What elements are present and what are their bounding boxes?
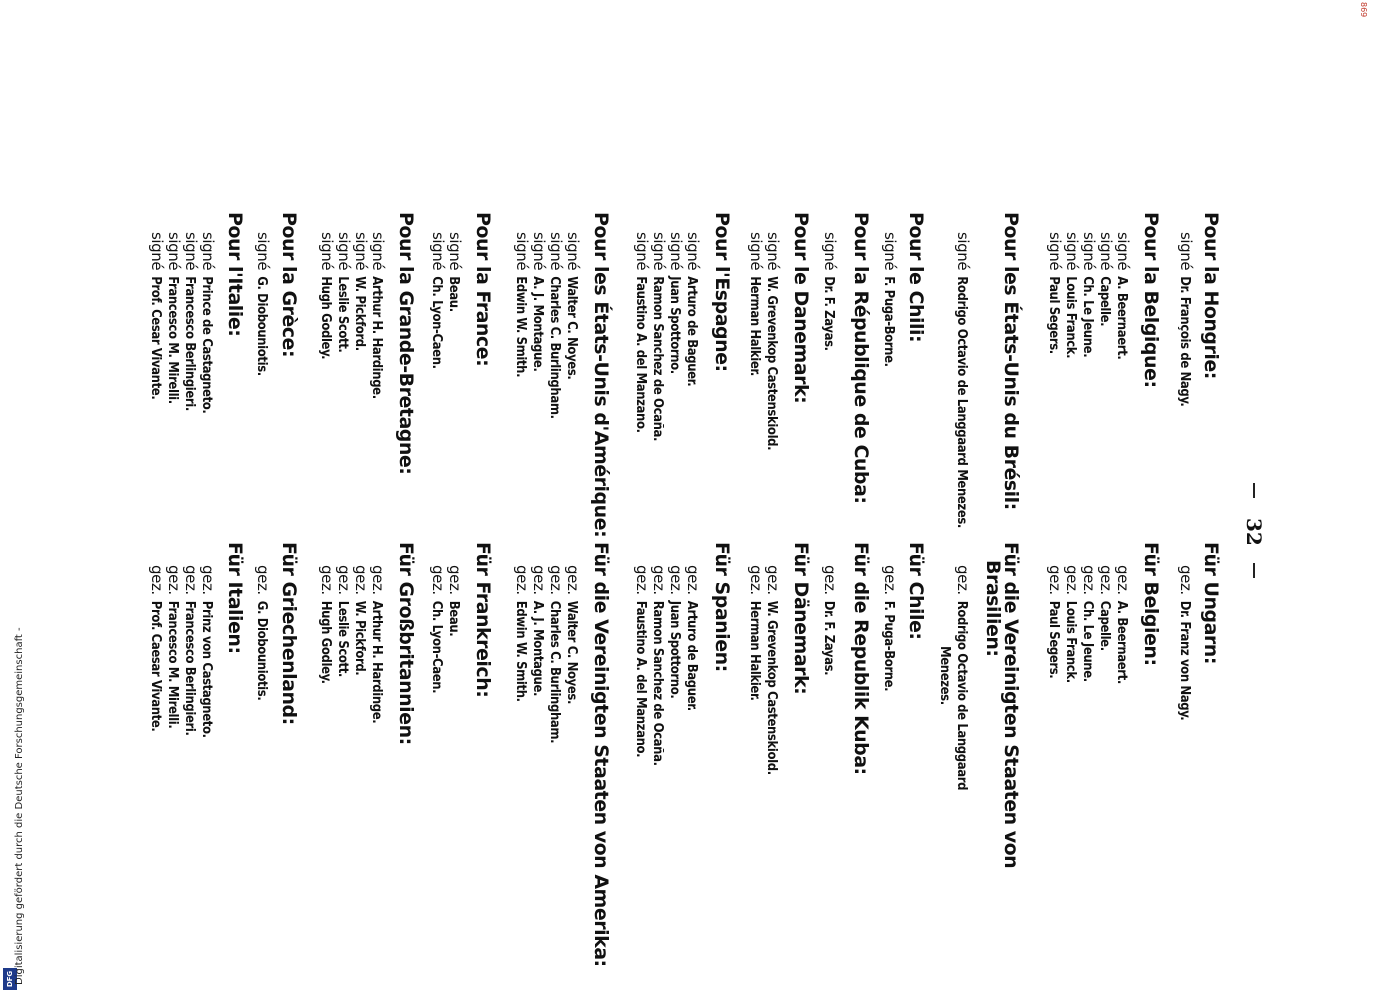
signatory-name: Francesco Berlingieri. <box>182 600 197 736</box>
german-signature <box>166 565 181 728</box>
signature-label: gez. <box>148 565 166 595</box>
signature-label: gez. <box>352 565 370 595</box>
french-signature <box>447 232 462 312</box>
signature-label: signé <box>369 232 387 271</box>
german-heading: Für Großbritannien: <box>395 542 417 745</box>
german-heading: Für Italien: <box>224 542 246 654</box>
german-signature <box>822 565 837 675</box>
signatory-name: Charles C. Burlingham. <box>547 276 562 419</box>
german-signature <box>149 565 164 731</box>
french-heading: Pour les États-Unis du Brésil: <box>1000 212 1022 510</box>
signature-label: signé <box>148 232 166 271</box>
french-signature <box>200 232 215 413</box>
signatory-name: Herman Halkier. <box>747 276 762 376</box>
german-heading: Für Griechenland: <box>278 542 300 725</box>
signature-label: signé <box>318 232 336 271</box>
french-signature <box>183 232 198 411</box>
signatory-name: Dr. Franz von Nagy. <box>1177 600 1192 721</box>
french-signature <box>685 232 700 386</box>
german-heading-continued: Brasilien: <box>982 560 1004 657</box>
french-heading: Pour la République de Cuba: <box>850 212 872 504</box>
german-signature <box>634 565 649 757</box>
french-signature <box>430 232 445 369</box>
signatory-name: Edwin W. Smith. <box>513 276 528 378</box>
french-heading: Pour les États-Unis d'Amérique: <box>590 212 612 538</box>
signatory-name: Walter C. Noyes. <box>564 600 579 704</box>
signatory-name: W. Grevenkop Castenskiold. <box>764 600 779 775</box>
german-heading: Für Belgien: <box>1140 542 1162 666</box>
signatory-name: Prof. Cesar Vivante. <box>148 276 163 400</box>
signatory-name: Dr. F. Zayas. <box>821 276 836 351</box>
signature-label: signé <box>764 232 782 271</box>
signatory-name: Hugh Godley. <box>318 600 333 684</box>
french-heading: Pour le Danemark: <box>790 212 812 404</box>
signatory-name: Beau. <box>446 276 461 312</box>
french-signature <box>765 232 780 450</box>
signatory-name: A. Beernaert. <box>1114 600 1129 684</box>
german-heading: Für die Vereinigten Staaten von <box>1000 542 1022 869</box>
signature-label: gez. <box>650 565 668 595</box>
french-heading: Pour la France: <box>472 212 494 367</box>
signatory-name: Arthur H. Hardinge. <box>369 600 384 724</box>
german-signature <box>1115 565 1130 684</box>
page-number-dash-top <box>1253 483 1255 498</box>
french-signature <box>651 232 666 441</box>
signatory-name: W. Pickford. <box>352 600 367 676</box>
french-signature <box>1081 232 1096 357</box>
german-heading: Für die Vereinigten Staaten von Amerika: <box>590 542 612 967</box>
french-heading: Pour l'Italie: <box>224 212 246 337</box>
signature-label: gez. <box>954 565 972 595</box>
signatory-name: Ch. Lyon-Caen. <box>429 276 444 369</box>
page-number: 32 <box>1242 518 1266 546</box>
signature-label: gez. <box>564 565 582 595</box>
signatory-name: Francesco Berlingieri. <box>182 276 197 411</box>
german-signature <box>882 565 897 691</box>
signatory-name: Prinz von Castagneto. <box>199 600 214 738</box>
signatory-name: Prince de Castagneto. <box>199 276 214 414</box>
signature-label: signé <box>199 232 217 271</box>
signature-label: signé <box>954 232 972 271</box>
signature-label: signé <box>335 232 353 271</box>
french-signature <box>255 232 270 376</box>
french-signature <box>370 232 385 399</box>
signatory-name: Hugh Godley. <box>318 276 333 360</box>
signature-label: signé <box>429 232 447 271</box>
signature-label: gez. <box>684 565 702 595</box>
german-signature <box>1178 565 1193 720</box>
signature-label: gez. <box>1097 565 1115 595</box>
signature-label: signé <box>1063 232 1081 271</box>
french-signature <box>514 232 529 377</box>
signature-label: signé <box>352 232 370 271</box>
signature-label: gez. <box>513 565 531 595</box>
german-signature <box>336 565 351 677</box>
german-signature <box>651 565 666 766</box>
german-signature <box>531 565 546 696</box>
french-signature <box>1178 232 1193 406</box>
signature-label: signé <box>667 232 685 271</box>
german-signature <box>430 565 445 693</box>
signature-label: gez. <box>199 565 217 595</box>
signatory-name: Menezes. <box>937 646 952 705</box>
signature-label: signé <box>633 232 651 271</box>
signatory-name: Louis Franck. <box>1063 600 1078 683</box>
french-signature <box>166 232 181 404</box>
german-signature <box>200 565 215 738</box>
signature-label: gez. <box>429 565 447 595</box>
french-signature <box>548 232 563 419</box>
german-signature <box>370 565 385 723</box>
signatory-name: Dr. François de Nagy. <box>1177 276 1192 407</box>
signature-label: signé <box>747 232 765 271</box>
digitization-note: Digitalisierung gefördert durch die Deutsche Forschungsgemeinschaft - <box>14 627 25 985</box>
signatory-name: Faustino A. del Manzano. <box>633 600 648 758</box>
signatory-name: G. Diobouniotis. <box>254 276 269 376</box>
signatory-name: Prof. Caesar Vivante. <box>148 600 163 732</box>
signatory-name: Capelle. <box>1097 276 1112 327</box>
signature-label: signé <box>513 232 531 271</box>
french-signature <box>1098 232 1113 326</box>
signatory-name: Francesco M. Mirelli. <box>165 600 180 729</box>
signature-label: gez. <box>747 565 765 595</box>
signatory-name: Ramon Sanchez de Ocaña. <box>650 600 665 766</box>
german-heading: Für Frankreich: <box>472 542 494 698</box>
german-signature <box>668 565 683 698</box>
signatory-name: Francesco M. Mirelli. <box>165 276 180 404</box>
signatory-name: Ch. Le Jeune. <box>1080 600 1095 682</box>
signatory-name: Paul Segers. <box>1046 276 1061 354</box>
signature-label: signé <box>1080 232 1098 271</box>
german-signature <box>955 565 970 790</box>
dfg-logo-text: DFG <box>6 970 14 988</box>
signature-label: gez. <box>254 565 272 595</box>
signature-label: signé <box>684 232 702 271</box>
signatory-name: Walter C. Noyes. <box>564 276 579 380</box>
french-signature <box>1047 232 1062 354</box>
signature-label: signé <box>165 232 183 271</box>
signatory-name: F. Puga-Borne. <box>881 276 896 367</box>
signatory-name: Ch. Lyon-Caen. <box>429 600 444 694</box>
signature-label: signé <box>254 232 272 271</box>
signature-label: gez. <box>1114 565 1132 595</box>
signature-label: gez. <box>530 565 548 595</box>
signature-label: signé <box>446 232 464 271</box>
german-signature <box>1098 565 1113 651</box>
french-signature <box>955 232 970 528</box>
signatory-name: Capelle. <box>1097 600 1112 651</box>
signature-label: signé <box>182 232 200 271</box>
signature-label: gez. <box>1063 565 1081 595</box>
signatory-name: Beau. <box>446 600 461 637</box>
german-heading: Für Spanien: <box>711 542 733 672</box>
signature-label: signé <box>547 232 565 271</box>
signatory-name: Juan Spottorno. <box>667 600 682 699</box>
french-signature <box>319 232 334 359</box>
signature-label: gez. <box>764 565 782 595</box>
german-heading: Für Chile: <box>905 542 927 640</box>
signatory-name: Paul Segers. <box>1046 600 1061 679</box>
signature-label: signé <box>650 232 668 271</box>
german-signature <box>1047 565 1062 678</box>
german-heading: Für Ungarn: <box>1200 542 1222 664</box>
signatory-name: W. Pickford. <box>352 276 367 351</box>
german-signature <box>748 565 763 701</box>
german-signature <box>255 565 270 700</box>
french-heading: Pour l'Espagne: <box>711 212 733 372</box>
signature-label: gez. <box>821 565 839 595</box>
signature-label: gez. <box>633 565 651 595</box>
french-signature <box>882 232 897 367</box>
german-signature <box>565 565 580 704</box>
signatory-name: Arturo de Baguer. <box>684 600 699 711</box>
german-heading: Für Dänemark: <box>790 542 812 695</box>
german-signature <box>1081 565 1096 682</box>
french-signature <box>822 232 837 351</box>
signatory-name: A. J. Montague. <box>530 276 545 372</box>
signatory-name: A. J. Montague. <box>530 600 545 697</box>
signature-label: signé <box>564 232 582 271</box>
french-signature <box>634 232 649 433</box>
signatory-name: Ramon Sanchez de Ocaña. <box>650 276 665 442</box>
signature-label: signé <box>530 232 548 271</box>
french-heading: Pour la Grande-Bretagne: <box>395 212 417 475</box>
signature-label: signé <box>821 232 839 271</box>
german-signature <box>1064 565 1079 683</box>
signatory-name: Rodrigo Octavio de Langgaard Menezes. <box>954 276 969 528</box>
signature-label: gez. <box>318 565 336 595</box>
signatory-name: W. Grevenkop Castenskiold. <box>764 276 779 451</box>
signatory-name: Rodrigo Octavio de Langgaard <box>954 600 969 791</box>
signature-label: gez. <box>1046 565 1064 595</box>
signatory-name: G. Diobouniotis. <box>254 600 269 701</box>
signatory-name: Charles C. Burlingham. <box>547 600 562 744</box>
signature-label: gez. <box>446 565 464 595</box>
german-signature <box>765 565 780 775</box>
signature-label: gez. <box>667 565 685 595</box>
signature-label: signé <box>881 232 899 271</box>
signature-label: signé <box>1046 232 1064 271</box>
french-heading: Pour la Hongrie: <box>1200 212 1222 379</box>
german-signature <box>548 565 563 743</box>
signatory-name: Edwin W. Smith. <box>513 600 528 702</box>
german-signature <box>938 640 953 705</box>
signature-label: signé <box>1114 232 1132 271</box>
german-signature <box>514 565 529 702</box>
signature-label: gez. <box>182 565 200 595</box>
german-signature <box>447 565 462 636</box>
french-signature <box>336 232 351 352</box>
german-signature <box>353 565 368 675</box>
signatory-name: Faustino A. del Manzano. <box>633 276 648 433</box>
signatory-name: Dr. F. Zayas. <box>821 600 836 676</box>
french-heading: Pour la Belgique: <box>1140 212 1162 388</box>
french-signature <box>1064 232 1079 358</box>
signature-label: gez. <box>335 565 353 595</box>
signature-label: signé <box>1177 232 1195 271</box>
german-signature <box>685 565 700 711</box>
page-number-dash-bottom <box>1253 563 1255 578</box>
french-signature <box>353 232 368 351</box>
signatory-name: Leslie Scott. <box>335 600 350 677</box>
french-signature <box>668 232 683 374</box>
signatory-name: Arturo de Baguer. <box>684 276 699 387</box>
signatory-name: Arthur H. Hardinge. <box>369 276 384 399</box>
signatory-name: F. Puga-Borne. <box>881 600 896 692</box>
signatory-name: Louis Franck. <box>1063 276 1078 359</box>
french-heading: Pour la Grèce: <box>278 212 300 358</box>
signature-label: gez. <box>881 565 899 595</box>
german-heading: Für die Republik Kuba: <box>850 542 872 775</box>
french-signature <box>565 232 580 379</box>
signatory-name: Ch. Le Jeune. <box>1080 276 1095 358</box>
french-heading: Pour le Chili: <box>905 212 927 343</box>
french-signature <box>748 232 763 376</box>
signature-label: gez. <box>369 565 387 595</box>
signatory-name: Juan Spottorno. <box>667 276 682 374</box>
signature-label: gez. <box>165 565 183 595</box>
signature-label: signé <box>1097 232 1115 271</box>
signatory-name: A. Beernaert. <box>1114 276 1129 360</box>
french-signature <box>1115 232 1130 359</box>
german-signature <box>183 565 198 736</box>
signature-label: gez. <box>1080 565 1098 595</box>
signatory-name: Herman Halkier. <box>747 600 762 701</box>
signature-label: gez. <box>1177 565 1195 595</box>
german-signature <box>319 565 334 684</box>
french-signature <box>531 232 546 371</box>
signature-label: gez. <box>547 565 565 595</box>
signatory-name: Leslie Scott. <box>335 276 350 353</box>
corner-reference-mark: 869 <box>1359 2 1368 18</box>
french-signature <box>149 232 164 399</box>
